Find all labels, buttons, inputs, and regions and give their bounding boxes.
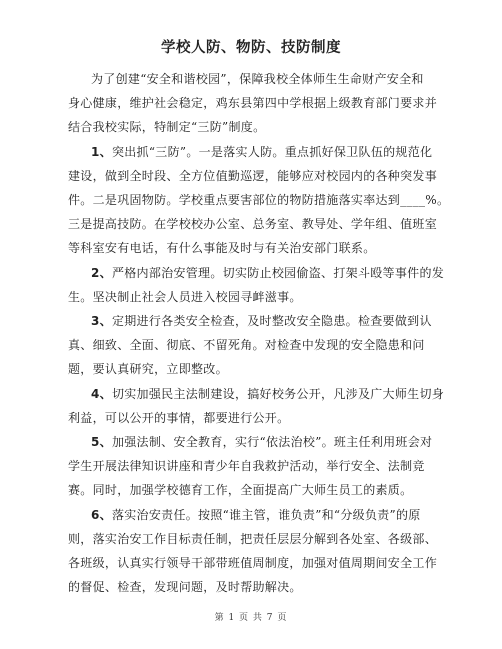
section-number: 3、 <box>91 314 112 328</box>
body-text: 的督促、检查，发现问题，及时帮助解决。 <box>68 580 302 594</box>
body-text: 则，落实治安工作目标责任制，把责任层层分解到各处室、各级部、 <box>68 532 438 546</box>
body-text: 件。二是巩固物防。学校重点要害部位的物防措施落实率达到____%。 <box>68 193 450 207</box>
body-line <box>91 432 432 452</box>
page-title: 学校人防、物防、技防制度 <box>161 40 341 56</box>
body-line <box>91 311 432 331</box>
body-line <box>68 553 437 573</box>
section-number: 5、 <box>91 435 112 449</box>
body-line <box>68 238 376 258</box>
body-line <box>68 214 437 234</box>
body-text: 定期进行各类安全检查，及时整改安全隐患。检查要做到认 <box>111 314 432 328</box>
body-line <box>68 117 265 137</box>
body-text: 生。坚决制止社会人员进入校园寻衅滋事。 <box>68 290 302 304</box>
body-text: 利益，可以公开的事情，都要进行公开。 <box>68 411 290 425</box>
body-line <box>68 190 449 210</box>
section-number: 1、 <box>91 145 112 159</box>
body-line <box>68 577 302 597</box>
body-line <box>91 505 421 525</box>
body-text: 等科室安有电话，有什么事能及时与有关治安部门联系。 <box>68 241 376 255</box>
body-line <box>91 263 444 283</box>
section-number: 6、 <box>91 508 112 522</box>
body-line <box>68 456 425 476</box>
body-text: 加强法制、安全教育，实行“依法治校”。班主任利用班会对 <box>111 435 433 449</box>
body-line <box>68 408 289 428</box>
body-text: 真、细致、全面、彻底、不留死角。对检查中发现的安全隐患和问 <box>68 338 425 352</box>
body-line <box>91 69 424 89</box>
body-text: 为了创建“安全和谐校园”，保障我校全体师生生命财产安全和 <box>91 72 424 86</box>
body-line <box>68 335 425 355</box>
body-line <box>91 142 432 162</box>
body-text: 身心健康，维护社会稳定，鸡东县第四中学根据上级教育部门要求并 <box>68 96 438 110</box>
section-number: 2、 <box>91 266 112 280</box>
body-line <box>68 93 437 113</box>
section-number: 4、 <box>91 387 112 401</box>
body-text: 突出抓“三防”。一是落实人防。重点抓好保卫队伍的规范化 <box>111 145 433 159</box>
body-line <box>68 287 302 307</box>
body-line <box>91 384 444 404</box>
body-line <box>68 359 228 379</box>
body-text: 各班级，认真实行领导干部带班值周制度，加强对值周期间安全工作 <box>68 556 438 570</box>
body-text: 切实加强民主法制建设，搞好校务公开，凡涉及广大师生切身 <box>111 387 445 401</box>
body-text: 学生开展法律知识讲座和青少年自我救护活动，举行安全、法制竞 <box>68 459 425 473</box>
body-line <box>68 480 412 500</box>
body-text: 题，要认真研究，立即整改。 <box>68 362 228 376</box>
page-footer: 第 1 页 共 7 页 <box>214 613 288 623</box>
body-text: 落实治安责任。按照“谁主管，谁负责”和“分级负责”的原 <box>111 508 421 522</box>
body-text: 建设，做到全时段、全方位值勤巡逻，能够应对校园内的各种突发事 <box>68 169 438 183</box>
body-text: 结合我校实际，特制定“三防”制度。 <box>68 120 266 134</box>
body-text: 三是提高技防。在学校校办公室、总务室、教导处、学年组、值班室 <box>68 217 438 231</box>
body-line <box>68 529 437 549</box>
body-line <box>68 166 437 186</box>
body-text: 赛。同时，加强学校德育工作，全面提高广大师生员工的素质。 <box>68 483 413 497</box>
body-text: 严格内部治安管理。切实防止校园偷盗、打架斗殴等事件的发 <box>111 266 445 280</box>
